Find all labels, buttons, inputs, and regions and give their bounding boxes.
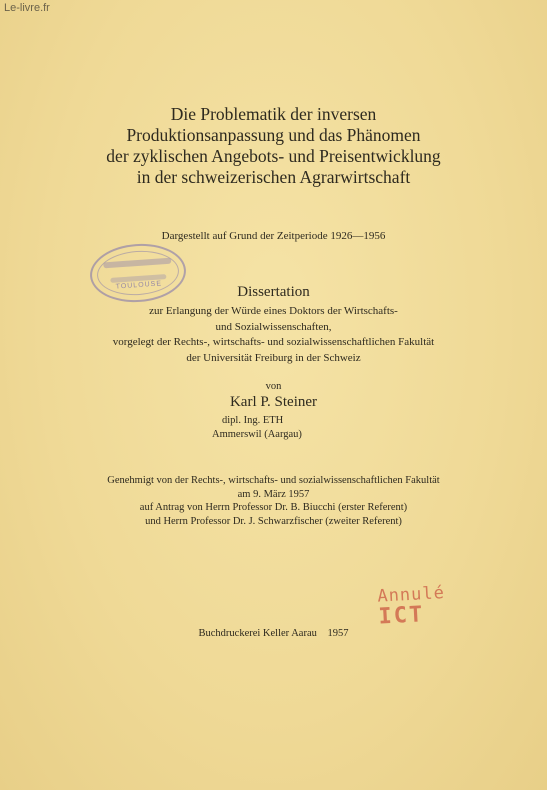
author-place: Ammerswil (Aargau): [212, 429, 302, 440]
printer-line: [0, 628, 547, 639]
author-info: [212, 414, 302, 442]
title-line: Produktionsanpassung und das Phänomen: [126, 125, 421, 145]
stamp-line: ICT: [377, 602, 425, 630]
title-line: der zyklischen Angebots- und Preisentwicklung: [106, 146, 441, 166]
title-line: in der schweizerischen Agrarwirtschaft: [136, 167, 411, 187]
dissertation-heading: Dissertation: [237, 284, 310, 300]
stamp-text-smudge: [103, 258, 171, 269]
dissertation-line: der Universität Freiburg in der Schweiz: [186, 351, 361, 364]
approval-line: am 9. März 1957: [237, 488, 310, 500]
dissertation-line: vorgelegt der Rechts-, wirtschafts- und sozialwissenschaftlichen Fakultät: [112, 336, 435, 348]
printer-year: 1957: [327, 628, 349, 639]
author-name: Karl P. Steiner: [229, 394, 318, 410]
cancelled-stamp: [377, 581, 479, 629]
stamp-text: TOULOUSE: [115, 280, 163, 291]
approval-block: [0, 474, 547, 528]
von-label: von: [265, 381, 282, 392]
subtitle: Dargestellt auf Grund der Zeitperiode 1926—1956: [161, 230, 386, 242]
dissertation-line: zur Erlangung der Würde eines Doktors der Wirtschafts-: [149, 305, 398, 317]
dissertation-text: [0, 304, 547, 366]
author-degree: dipl. Ing. ETH: [222, 415, 284, 426]
title-line: Die Problematik der inversen: [170, 104, 377, 124]
dissertation-line: und Sozialwissenschaften,: [215, 320, 332, 333]
watermark: Le-livre.fr: [4, 2, 50, 14]
title-block: [0, 104, 547, 188]
approval-line: auf Antrag von Herrn Professor Dr. B. Biucchi (erster Referent): [139, 502, 408, 513]
stamp-line: Annulé: [376, 583, 446, 607]
printer-name: Buchdruckerei Keller Aarau: [198, 628, 317, 639]
approval-line: und Herrn Professor Dr. J. Schwarzfischer (zweiter Referent): [145, 515, 402, 527]
approval-line: Genehmigt von der Rechts-, wirtschafts- und sozialwissenschaftlichen Fakultät: [107, 475, 440, 486]
